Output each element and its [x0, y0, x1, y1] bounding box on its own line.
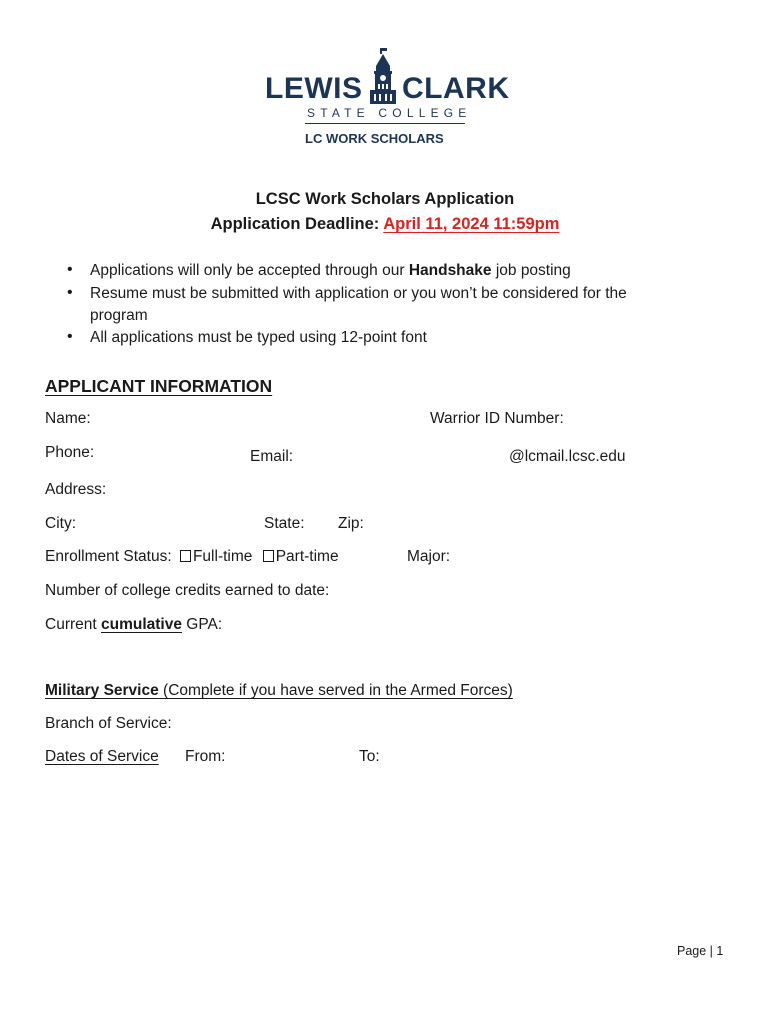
- email-label: Email:: [250, 448, 294, 465]
- enrollment-label: Enrollment Status:: [45, 548, 172, 565]
- logo-word-lewis: LEWIS: [265, 72, 363, 105]
- fulltime-checkbox[interactable]: [180, 550, 191, 562]
- zip-label: Zip:: [338, 515, 364, 532]
- name-label: Name:: [45, 410, 91, 427]
- credits-label: Number of college credits earned to date:: [45, 582, 330, 599]
- list-item: All applications must be typed using 12-point font: [90, 329, 427, 346]
- deadline-value: April 11, 2024 11:59pm: [383, 215, 560, 233]
- deadline-label: Application Deadline:: [210, 215, 384, 233]
- dates-of-service-label: Dates of Service: [45, 748, 159, 765]
- major-label: Major:: [407, 548, 451, 565]
- enrollment-status-row: [45, 548, 339, 566]
- from-label: From:: [185, 748, 226, 765]
- state-label: State:: [264, 515, 305, 532]
- logo-word-clark: CLARK: [402, 72, 510, 105]
- list-item: Resume must be submitted with application or you won’t be considered for the: [90, 285, 627, 302]
- bullet-marker: •: [67, 328, 73, 345]
- list-item: Applications will only be accepted through our Handshake job posting: [90, 262, 571, 279]
- military-section-heading: Military Service (Complete if you have served in the Armed Forces): [45, 682, 513, 699]
- phone-label: Phone:: [45, 444, 95, 461]
- bullet-marker: •: [67, 284, 73, 301]
- page-number: Page | 1: [677, 944, 724, 958]
- parttime-checkbox[interactable]: [263, 550, 274, 562]
- applicant-section-heading: APPLICANT INFORMATION: [45, 376, 273, 396]
- list-item-continuation: program: [90, 307, 148, 324]
- deadline-line: [0, 215, 770, 234]
- address-label: Address:: [45, 481, 107, 498]
- parttime-label: Part-time: [275, 548, 339, 565]
- branch-of-service-label: Branch of Service:: [45, 715, 172, 732]
- page-title: LCSC Work Scholars Application: [255, 190, 515, 208]
- gpa-label: Current cumulative GPA:: [45, 616, 223, 633]
- logo-program-name: LC WORK SCHOLARS: [305, 131, 444, 146]
- email-domain: @lcmail.lcsc.edu: [509, 448, 626, 465]
- logo-divider: [305, 123, 465, 124]
- warrior-id-label: Warrior ID Number:: [430, 410, 564, 427]
- to-label: To:: [359, 748, 380, 765]
- fulltime-label: Full-time: [192, 548, 253, 565]
- bullet-marker: •: [67, 261, 73, 278]
- city-label: City:: [45, 515, 76, 532]
- clocktower-icon: [366, 46, 400, 104]
- logo-subtitle: STATE COLLEGE: [307, 106, 472, 120]
